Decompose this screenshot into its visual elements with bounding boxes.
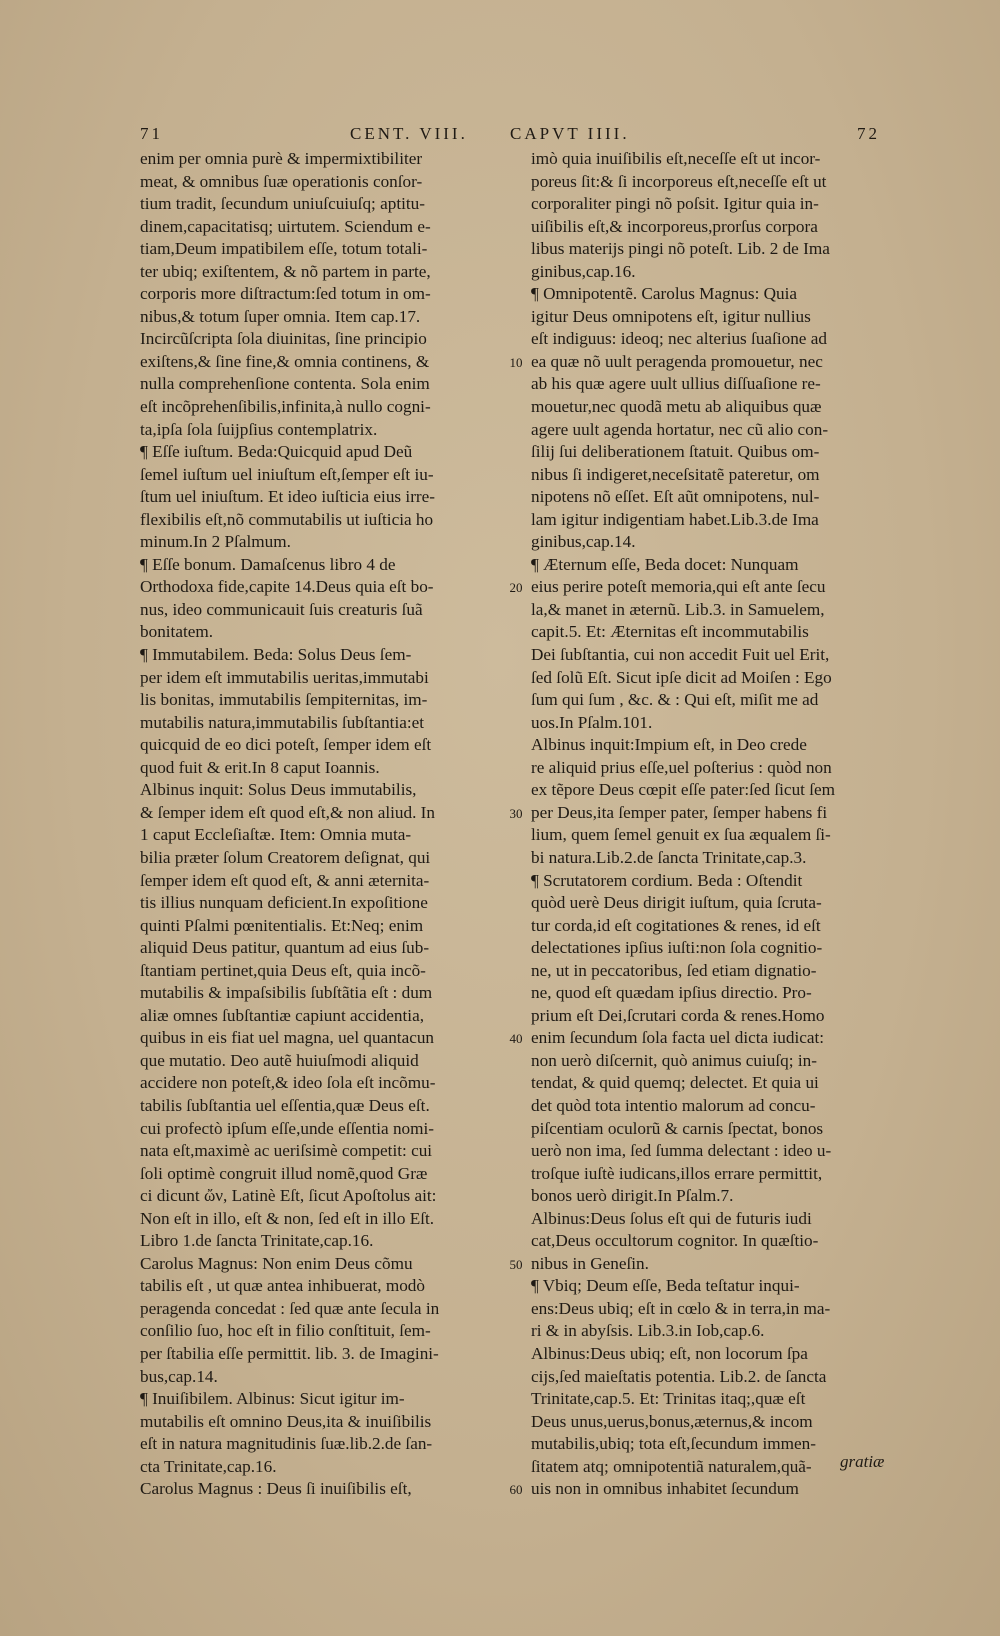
text-line: ſtum uel iniuſtum. Et ideo iuſticia eius irre- [140,487,435,507]
text-line: ſoli optimè congruit illud nomẽ,quod Græ [140,1163,428,1183]
text-line: tiam,Deum impatibilem eſſe, totum totali- [140,239,428,259]
text-line: bonitatem. [140,622,214,642]
text-line: poreus ſit:& ſi incorporeus eſt,neceſſe eſt ut [531,171,827,191]
text-line: cta Trinitate,cap.16. [140,1456,277,1476]
text-line: quicquid de eo dici poteſt, ſemper idem eſt [140,735,432,755]
text-line: Trinitate,cap.5. Et: Trinitas itaq;,quæ eſt [531,1389,806,1409]
text-line: piſcentiam oculorũ & carnis ſpectat, bonos [531,1118,824,1138]
text-line: Incircũſcripta ſola diuinitas, ſine principio [140,329,427,349]
line-number: 60 [509,1482,523,1498]
text-line: ¶ Eſſe bonum. Damaſcenus libro 4 de [140,554,396,574]
text-line: ſilij ſui deliberationem ſtatuit. Quibus om- [531,442,820,462]
catchword: gratiæ [840,1452,885,1471]
text-line: per idem eſt immutabilis ueritas,immutabi [140,667,429,687]
text-line: per ſtabilia eſſe permittit. lib. 3. de Imagini- [140,1343,439,1363]
text-line: lam igitur indigentiam habet.Lib.3.de Ima [531,509,819,529]
text-line: ſemel iuſtum uel iniuſtum eſt,ſemper eſt iu- [140,464,434,484]
text-line: per Deus,ita ſemper pater, ſemper habens fi [531,802,828,822]
text-line: delectationes ipſius iuſti:non ſola cognitio- [531,938,823,958]
text-line: ¶ Vbiq; Deum eſſe, Beda teſtatur inqui- [531,1276,800,1296]
text-line: ginibus,cap.14. [531,532,636,552]
text-line: tendat, & quid quemq; delectet. Et quia ui [531,1073,819,1093]
text-line: troſque iuſtè iudicans,illos errare permittit, [531,1163,823,1183]
text-line: imò quia inuiſibilis eſt,neceſſe eſt ut incor- [531,149,821,168]
text-line: ri & in abyſsis. Lib.3.in Iob,cap.6. [531,1321,765,1341]
text-line: conſilio ſuo, hoc eſt in filio conſtituit, ſem- [140,1321,431,1341]
text-line: lium, quem ſemel genuit ex ſua æqualem ſi- [531,825,831,845]
text-line: Carolus Magnus: Non enim Deus cõmu [140,1253,413,1273]
text-line: agere uult agenda hortatur, nec cũ alio con- [531,419,829,439]
text-line: eius perire poteſt memoria,qui eſt ante ſecu [531,577,826,597]
text-line: mutabilis eſt omnino Deus,ita & inuiſibilis [140,1411,432,1431]
text-line: corporaliter pingi nõ poſsit. Igitur quia in- [531,194,819,214]
text-line: nibus in Geneſin. [531,1253,649,1273]
text-line: cat,Deus occultorum cognitor. In quæſtio- [531,1231,819,1251]
text-line: Albinus inquit:Impium eſt, in Deo crede [531,735,807,755]
text-line: eſt incõprehenſibilis,infinita,à nullo cogni- [140,397,431,417]
text-line: lis bonitas, immutabilis ſempiternitas, im- [140,690,428,710]
text-line: ¶ Scrutatorem cordium. Beda : Oſtendit [531,870,803,890]
text-line: peragenda concedat : ſed quæ ante ſecula in [140,1298,440,1318]
text-line: mutabilis,ubiq; tota eſt,ſecundum immen- [531,1434,816,1454]
text-line: dinem,capacitatisq; uirtutem. Sciendum e- [140,216,431,236]
text-line: uos.In Pſalm.101. [531,712,653,732]
text-line: Orthodoxa fide,capite 14.Deus quia eſt bo- [140,577,434,597]
text-line: Carolus Magnus : Deus ſi inuiſibilis eſt, [140,1479,412,1499]
text-line: ſum qui ſum , &c. & : Qui eſt, miſit me ad [531,690,819,710]
text-line: eſt indiguus: ideoq; nec alterius ſuaſione ad [531,329,827,349]
text-line: enim ſecundum ſola facta uel dicta iudicat: [531,1028,825,1048]
text-line: ex tẽpore Deus cœpit eſſe pater:ſed ſicut ſem [531,780,836,800]
text-line: uerò non ima, ſed ſumma delectant : ideo u- [531,1141,832,1161]
running-header [140,124,880,150]
text-line: Deus unus,uerus,bonus,æternus,& incom [531,1411,813,1431]
text-line: ab his quæ agere uult ullius diſſuaſione re- [531,374,821,394]
text-line: aliæ omnes ſubſtantiæ capiunt accidentia, [140,1005,424,1025]
text-line: ſitatem atq; omnipotentiã naturalem,quã- [531,1456,812,1476]
text-line: bus,cap.14. [140,1366,218,1386]
text-line: ea quæ nõ uult peragenda promouetur, nec [531,351,823,371]
text-line: Non eſt in illo, eſt & non, ſed eſt in illo Eſt. [140,1208,435,1228]
text-line: corporis more diſtractum:ſed totum in om- [140,284,431,304]
text-line: ſtantiam pertinet,quia Deus eſt, quia incõ- [140,960,426,980]
text-line: non uerò diſcernit, quò animus cuiuſq; in- [531,1050,817,1070]
right-column [531,148,903,1501]
text-line: ¶ Inuiſibilem. Albinus: Sicut igitur im- [140,1389,405,1409]
text-line: nus, ideo communicauit ſuis creaturis ſuã [140,599,423,619]
text-line: prium eſt Dei,ſcrutari corda & renes.Homo [531,1005,825,1025]
line-number: 40 [509,1031,523,1047]
line-number: 10 [509,354,523,370]
right-page-number: 72 [857,124,880,143]
text-line: meat, & omnibus ſuæ operationis conſor- [140,171,423,191]
text-line: libus materijs pingi nõ poteſt. Lib. 2 de Ima [531,239,830,259]
text-line: ci dicunt ὤν, Latinè Eſt, ſicut Apoſtolus ait: [140,1186,437,1206]
text-line: quod fuit & erit.In 8 caput Ioannis. [140,757,380,777]
text-line: ta,ipſa ſola ſuijpſius contemplatrix. [140,419,378,439]
text-line: bilia præter ſolum Creatorem deſignat, qui [140,847,431,867]
text-line: cui profectò ipſum eſſe,unde eſſentia nomi- [140,1118,435,1138]
text-line: det quòd tota intentio malorum ad concu- [531,1095,816,1115]
header-century: CENT. VIII. [350,124,468,143]
text-line: flexibilis eſt,nõ commutabilis ut iuſticia ho [140,509,434,529]
text-line: ¶ Eſſe iuſtum. Beda:Quicquid apud Deũ [140,442,413,462]
left-page-number: 71 [140,124,163,143]
text-line: bi natura.Lib.2.de ſancta Trinitate,cap.3. [531,847,807,867]
text-line: la,& manet in æternũ. Lib.3. in Samuelem, [531,599,825,619]
text-line: ſemper idem eſt quod eſt, & anni æternita- [140,870,430,890]
text-line: Dei ſubſtantia, cui non accedit Fuit uel Erit, [531,645,830,665]
text-line: Libro 1.de ſancta Trinitate,cap.16. [140,1231,374,1251]
text-line: aliquid Deus patitur, quantum ad eius ſub- [140,938,430,958]
text-line: nipotens nõ eſſet. Eſt aũt omnipotens, nul- [531,487,820,507]
text-line: quòd uerè Deus dirigit iuſtum, quia ſcruta- [531,893,822,913]
text-line: tium tradit, ſecundum uniuſcuiuſq; aptitu- [140,194,425,214]
text-line: mutabilis natura,immutabilis ſubſtantia:et [140,712,425,732]
text-line: ſed ſolũ Eſt. Sicut ipſe dicit ad Moiſen : Ego [531,667,832,687]
text-line: mouetur,nec quodã metu ab aliquibus quæ [531,397,822,417]
text-line: ens:Deus ubiq; eſt in cœlo & in terra,in ma- [531,1298,831,1318]
text-line: nata eſt,maximè ac ueriſsimè competit: cui [140,1141,433,1161]
text-line: eſt in natura magnitudinis ſuæ.lib.2.de ſan- [140,1434,433,1454]
text-line: enim per omnia purè & impermixtibiliter [140,149,423,168]
text-line: ¶ Immutabilem. Beda: Solus Deus ſem- [140,645,412,665]
text-line: Albinus:Deus ubiq; eſt, non locorum ſpa [531,1343,808,1363]
text-line: exiſtens,& ſine fine,& omnia continens, & [140,351,430,371]
text-line: tabilis eſt , ut quæ antea inhibuerat, modò [140,1276,425,1296]
text-line: cijs,ſed maieſtatis potentia. Lib.2. de ſancta [531,1366,827,1386]
text-line: minum.In 2 Pſalmum. [140,532,291,552]
left-column [140,148,512,1501]
text-line: tabilis ſubſtantia uel eſſentia,quæ Deus eſt. [140,1095,430,1115]
text-line: ter ubiq; exiſtentem, & nõ partem in parte, [140,261,431,281]
text-line: accidere non poteſt,& ideo ſola eſt incõmu- [140,1073,436,1093]
line-number: 20 [509,580,523,596]
text-line: uiſibilis eſt,& incorporeus,prorſus corpora [531,216,818,236]
line-number: 50 [509,1256,523,1272]
line-number: 30 [509,805,523,821]
header-chapter: CAPVT IIII. [510,124,630,143]
text-line: quinti Pſalmi pœnitentialis. Et:Neq; enim [140,915,424,935]
text-line: & ſemper idem eſt quod eſt,& non aliud. In [140,802,435,822]
text-line: Albinus inquit: Solus Deus immutabilis, [140,780,417,800]
text-line: igitur Deus omnipotens eſt, igitur nullius [531,306,811,326]
text-line: que mutatio. Deo autẽ huiuſmodi aliquid [140,1050,419,1070]
text-line: ¶ Æternum eſſe, Beda docet: Nunquam [531,554,799,574]
text-line: ginibus,cap.16. [531,261,636,281]
text-line: ¶ Omnipotentẽ. Carolus Magnus: Quia [531,284,798,304]
text-line: bonos uerò dirigit.In Pſalm.7. [531,1186,734,1206]
text-line: tur corda,id eſt cogitationes & renes, id eſt [531,915,821,935]
text-line: tis illius nunquam deficient.In expoſitione [140,893,428,913]
text-line: nibus ſi indigeret,neceſsitatẽ pateretur, om [531,464,820,484]
text-line: 1 caput Eccleſiaſtæ. Item: Omnia muta- [140,825,412,845]
text-line: ne, quod eſt quædam ipſius directio. Pro- [531,983,812,1003]
text-line: Albinus:Deus ſolus eſt qui de futuris iudi [531,1208,812,1228]
text-line: mutabilis & impaſsibilis ſubſtãtia eſt : dum [140,983,433,1003]
text-line: re aliquid prius eſſe,uel poſterius : quòd non [531,757,832,777]
text-line: uis non in omnibus inhabitet ſecundum [531,1479,799,1499]
text-line: ne, ut in peccatoribus, ſed etiam dignatio- [531,960,817,980]
text-line: nibus,& totum ſuper omnia. Item cap.17. [140,306,421,326]
text-line: nulla comprehenſione contenta. Sola enim [140,374,430,394]
text-line: capit.5. Et: Æternitas eſt incommutabilis [531,622,809,642]
text-line: quibus in eis fiat uel magna, uel quantacun [140,1028,435,1048]
